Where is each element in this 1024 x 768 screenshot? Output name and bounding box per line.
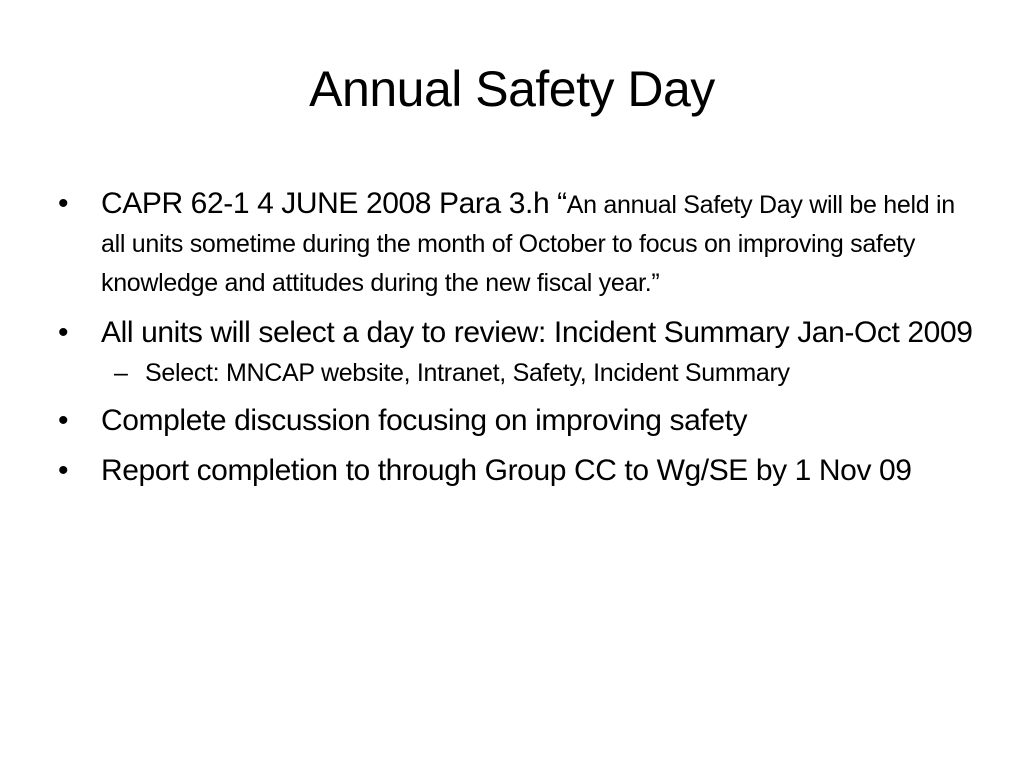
bullet-item-review — [58, 314, 978, 390]
bullet-quote-text: An annual Safety Day will be held in all units sometime during the month of October to focus on improving safety knowledge and attitudes during the new fiscal year.” — [101, 191, 955, 297]
sub-bullet-marker: – — [114, 359, 128, 387]
bullet-text: Complete discussion focusing on improving safety — [101, 404, 748, 437]
bullet-marker: • — [58, 187, 69, 220]
bullet-text: Report completion to through Group CC to Wg/SE by 1 Nov 09 — [101, 454, 912, 487]
sub-bullet-text: Select: MNCAP website, Intranet, Safety, Incident Summary — [145, 359, 790, 387]
slide-title: Annual Safety Day — [309, 61, 715, 117]
bullet-list — [58, 185, 978, 490]
bullet-marker: • — [58, 316, 69, 349]
bullet-item-capr — [58, 185, 978, 302]
bullet-item-report — [58, 452, 978, 490]
sub-bullet-item-select — [114, 356, 978, 390]
bullet-item-discussion — [58, 402, 978, 440]
bullet-text: All units will select a day to review: Incident Summary Jan-Oct 2009 — [101, 316, 973, 349]
bullet-lead-text: CAPR 62-1 4 JUNE 2008 Para 3.h “ — [101, 187, 567, 220]
bullet-marker: • — [58, 404, 69, 437]
sub-bullet-list — [101, 356, 978, 390]
slide-body — [58, 185, 978, 502]
bullet-marker: • — [58, 454, 69, 487]
